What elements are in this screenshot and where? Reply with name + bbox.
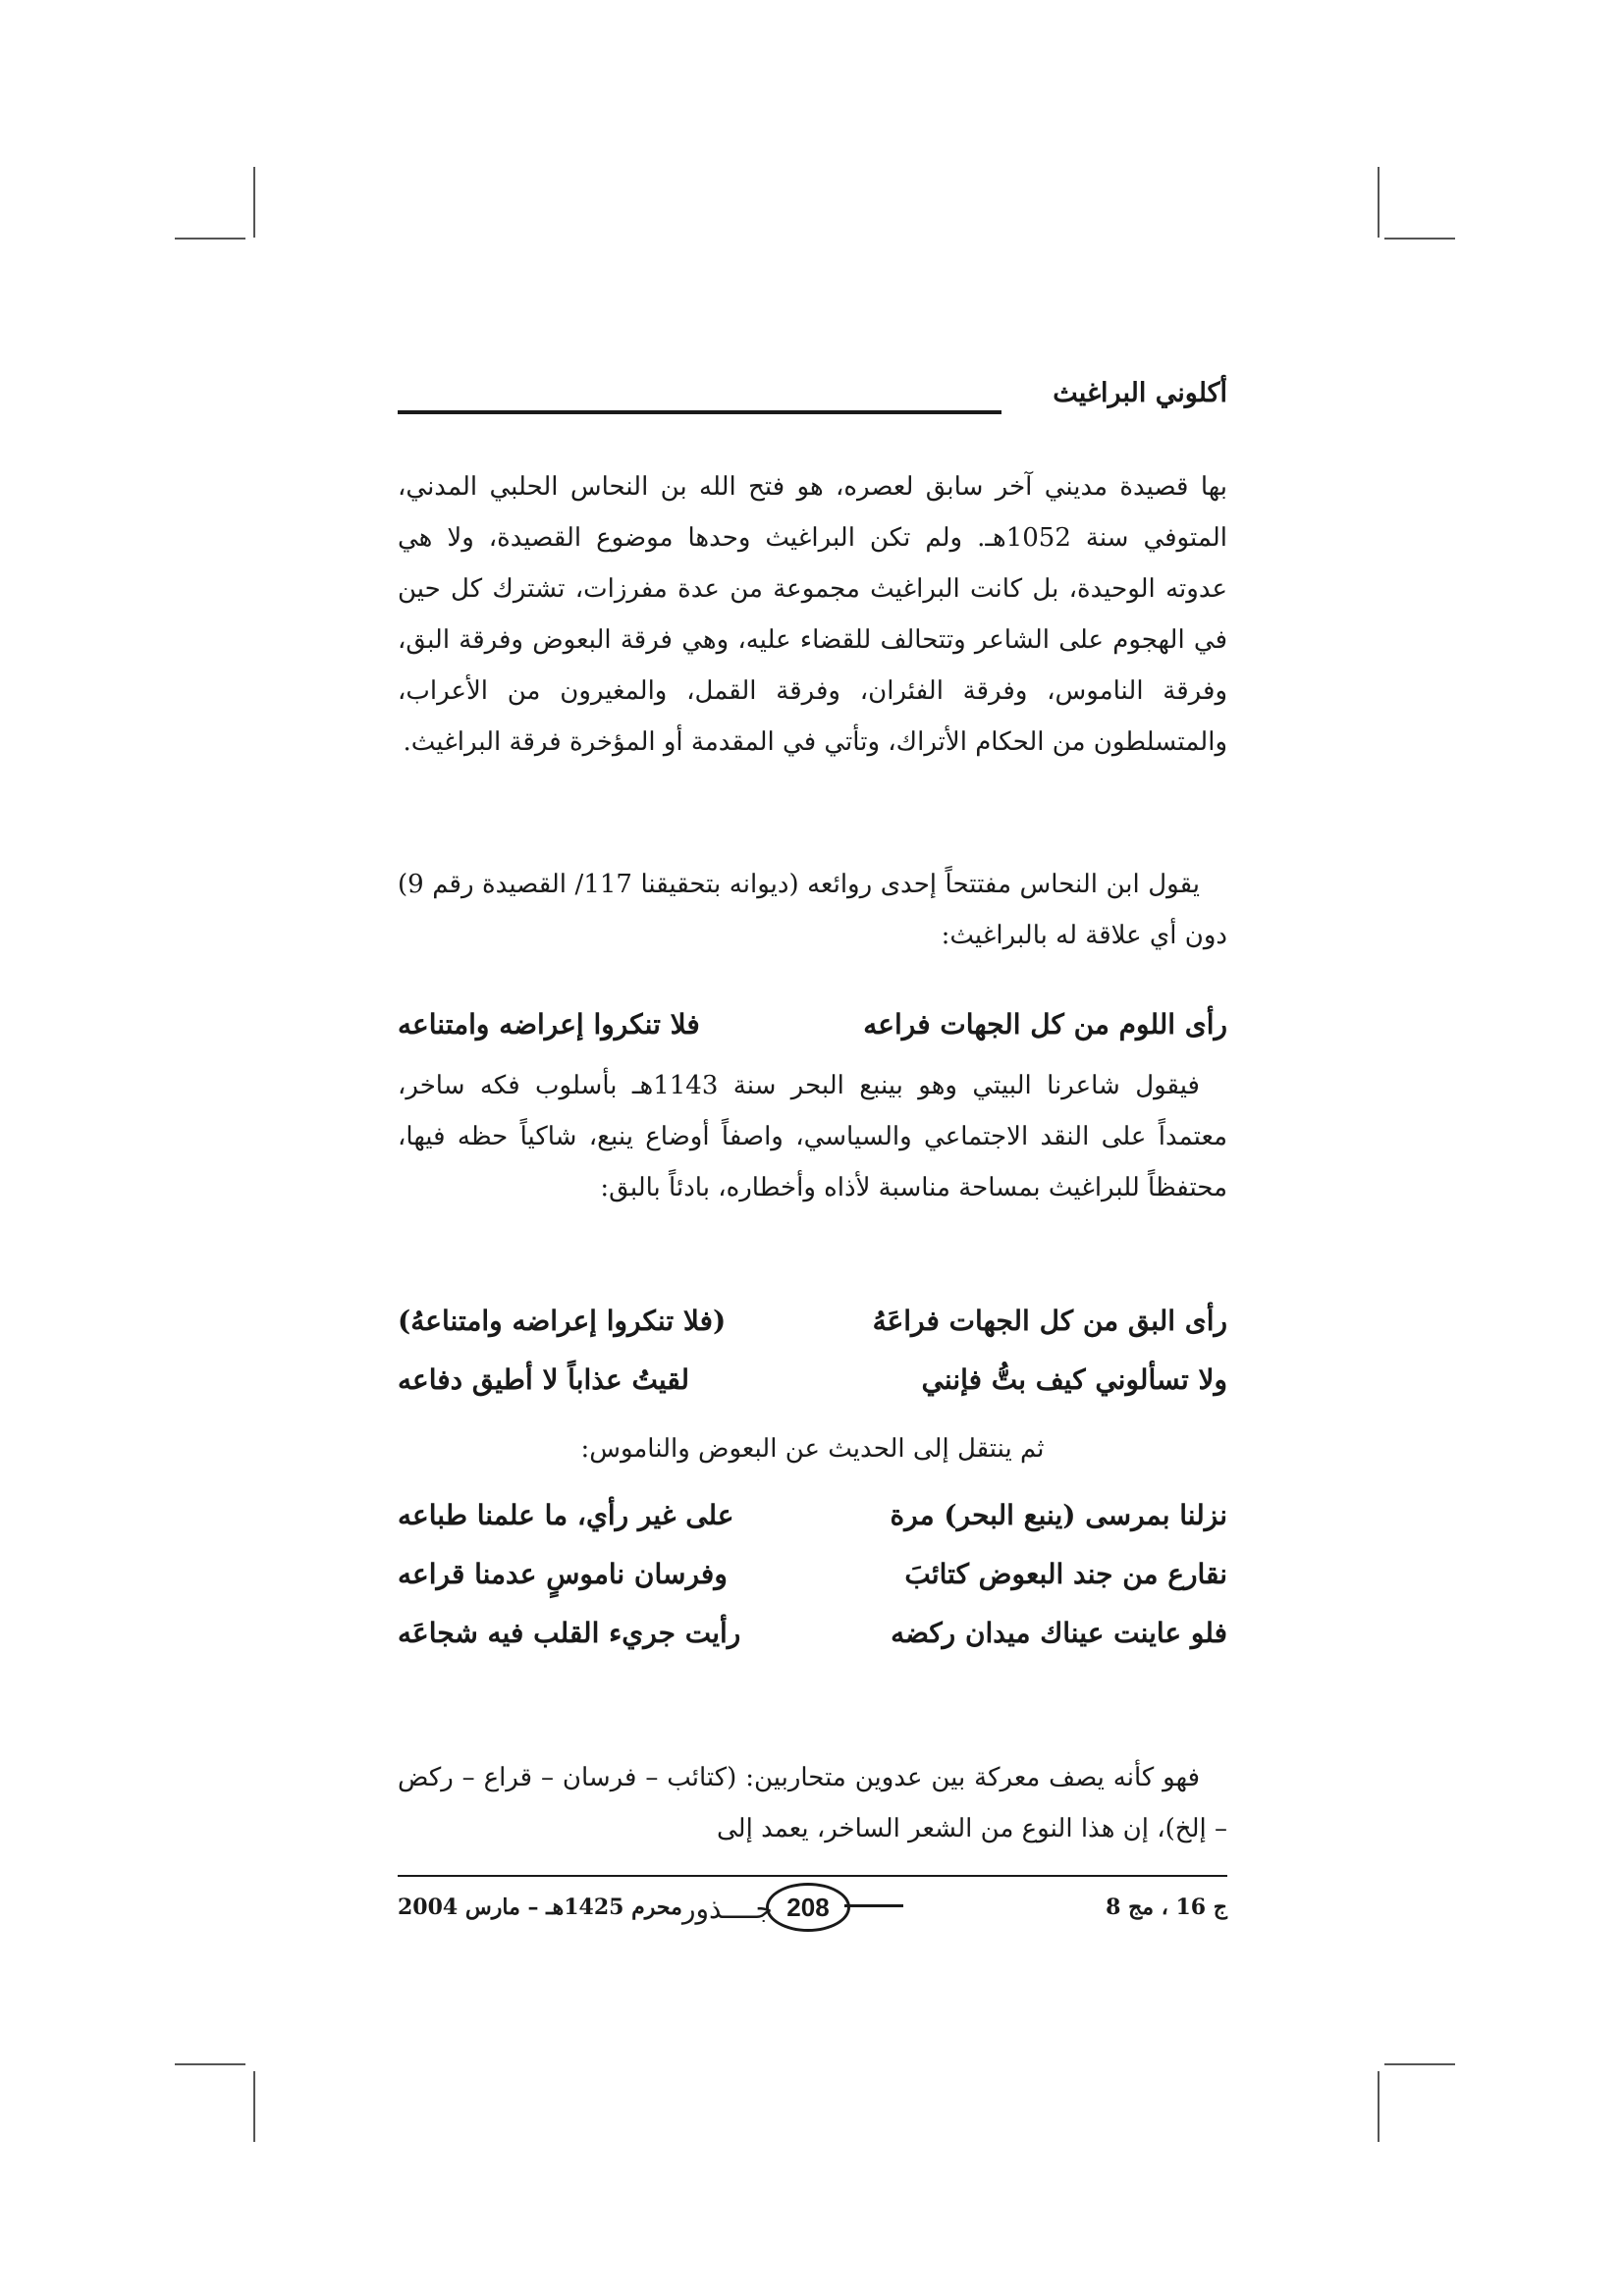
page bbox=[398, 363, 1227, 1934]
verse-6-second: رأيت جريء القلب فيه شجاعَه bbox=[398, 1617, 741, 1649]
crop-mark bbox=[253, 2071, 255, 2142]
verse-5-first: نقارع من جند البعوض كتائبَ bbox=[904, 1558, 1227, 1590]
verse-1 bbox=[398, 999, 1227, 1050]
verse-6-first: فلو عاينت عيناك ميدان ركضه bbox=[891, 1617, 1227, 1649]
paragraph-3: فيقول شاعرنا البيتي وهو بينبع البحر سنة 1143هـ بأسلوب فكه ساخر، معتمداً على النقد الاجتماعي والسياسي، واصفاً أوضاع ينبع، شاكياً حظه فيها، محتفظاً للبراغيث بمساحة مناسبة لأذاه وأخطاره، بادئاً بالبق: bbox=[398, 1071, 1227, 1202]
running-header bbox=[398, 378, 1227, 417]
verse-5-second: وفرسان ناموسٍ عدمنا قراعه bbox=[398, 1558, 728, 1590]
verse-2-first: رأى البق من كل الجهات فراعَهُ bbox=[872, 1305, 1227, 1337]
verse-3-second: لقيتُ عذاباً لا أطيق دفاعه bbox=[398, 1363, 690, 1396]
crop-mark bbox=[1378, 167, 1380, 238]
footer-rule bbox=[398, 1875, 1227, 1877]
footer-ornament-line bbox=[844, 1904, 903, 1907]
verse-4-second: على غير رأي، ما علمنا طباعه bbox=[398, 1499, 734, 1531]
verse-1-first: رأى اللوم من كل الجهات فراعه bbox=[863, 1008, 1227, 1041]
verse-5 bbox=[398, 1549, 1227, 1600]
verse-3 bbox=[398, 1355, 1227, 1406]
verse-2 bbox=[398, 1296, 1227, 1347]
paragraph-2: يقول ابن النحاس مفتتحاً إحدى روائعه (ديوانه بتحقيقنا 117/ القصيدة رقم 9) دون أي علاقة له بالبراغيث: bbox=[398, 870, 1227, 950]
crop-mark bbox=[1384, 238, 1455, 240]
page-number: 208 bbox=[766, 1883, 850, 1932]
verse-3-first: ولا تسألوني كيف بتُّ فإنني bbox=[921, 1363, 1227, 1396]
paragraph-4: ثم ينتقل إلى الحديث عن البعوض والناموس: bbox=[580, 1434, 1045, 1464]
crop-mark bbox=[1384, 2063, 1455, 2065]
issue-date: محرم 1425هـ – مارس 2004 bbox=[398, 1895, 682, 1920]
verse-4 bbox=[398, 1490, 1227, 1541]
crop-mark bbox=[175, 238, 245, 240]
verse-1-second: فلا تنكروا إعراضه وامتناعه bbox=[398, 1008, 700, 1041]
journal-name: جــــذور bbox=[682, 1893, 773, 1925]
verse-2-second: (فلا تنكروا إعراضه وامتناعهُ) bbox=[398, 1305, 727, 1337]
issue-label: ج 16 ، مج 8 bbox=[1106, 1895, 1227, 1920]
crop-mark bbox=[175, 2063, 245, 2065]
crop-mark bbox=[1378, 2071, 1380, 2142]
page-footer bbox=[398, 1875, 1227, 1934]
header-rule bbox=[398, 410, 1001, 414]
body-text bbox=[398, 461, 1227, 768]
verse-6 bbox=[398, 1608, 1227, 1659]
paragraph-1: بها قصيدة مديني آخر سابق لعصره، هو فتح الله بن النحاس الحلبي المدني، المتوفي سنة 1052هـ. ولم تكن البراغيث وحدها موضوع القصيدة، ولا هي عدوته الوحيدة، بل كانت البراغيث مجموعة من عدة مفرزات، تشترك كل حين في الهجوم على الشاعر وتتحالف للقضاء عليه، وهي فرقة البعوض وفرقة البق، وفرقة الناموس، وفرقة الفئران، وفرقة القمل، والمغيرون من الأعراب، والمتسلطون من الحكام الأتراك، وتأتي في المقدمة أو المؤخرة فرقة البراغيث. bbox=[398, 472, 1227, 757]
header-title: أكلوني البراغيث bbox=[1053, 378, 1227, 408]
verse-4-first: نزلنا بمرسى (ينبع البحر) مرة bbox=[890, 1499, 1227, 1531]
crop-mark bbox=[253, 167, 255, 238]
paragraph-5: فهو كأنه يصف معركة بين عدوين متحاربين: (كتائب – فرسان – قراع – ركض – إلخ)، إن هذا النوع من الشعر الساخر، يعمد إلى bbox=[398, 1763, 1227, 1843]
